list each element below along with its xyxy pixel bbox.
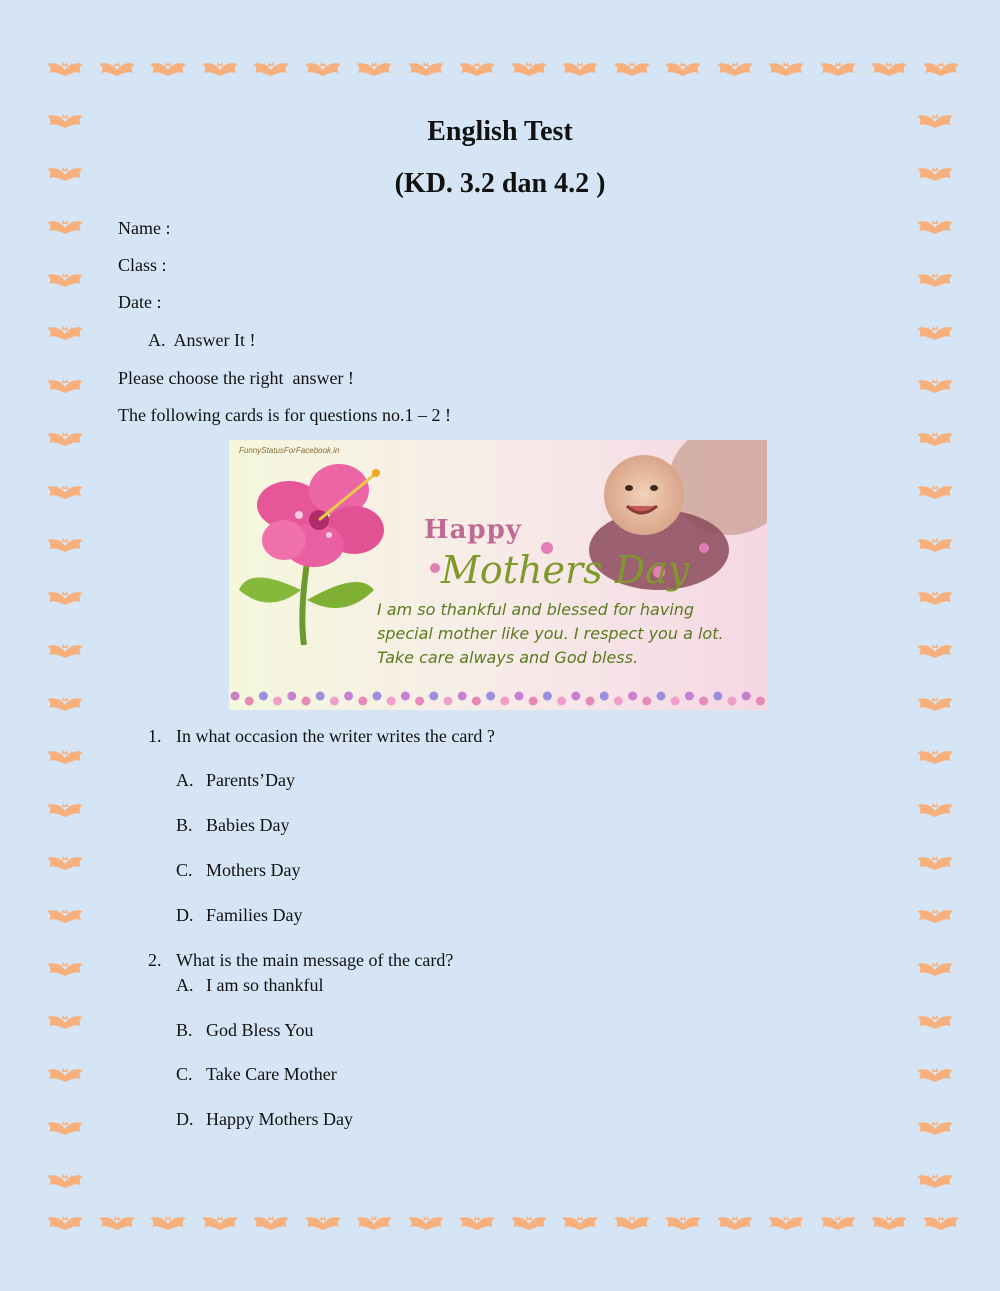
q2-option-c-letter: C. [176,1064,193,1084]
flower-dot [614,697,623,706]
q1-option-b-letter: B. [176,815,193,835]
bat-icon [45,58,85,78]
q2-option-a-letter: A. [176,975,194,995]
bat-icon [45,375,85,395]
bat-icon [148,1212,188,1232]
bat-icon [915,322,955,342]
flower-dot [330,697,339,706]
bat-icon [766,58,806,78]
bat-icon [45,587,85,607]
card-mothers-day-text: Mothers Day [441,548,690,592]
bat-icon [45,1212,85,1232]
bat-icon [766,1212,806,1232]
bat-icon [921,58,961,78]
bat-icon [45,640,85,660]
card-message-line: Take care always and God bless. [377,648,639,667]
date-label: Date : [118,292,162,312]
card-intro-text: The following cards is for questions no.1 – 2 ! [118,405,451,425]
q1-option-a-letter: A. [176,770,194,790]
bat-icon [45,958,85,978]
flower-dot [486,692,495,701]
question-2-number: 2. [148,950,162,970]
mothers-day-card-image [229,440,767,710]
flower-dot [458,692,467,701]
bat-icon [915,534,955,554]
bat-icon [457,58,497,78]
flower-dot [642,697,651,706]
bat-icon [45,481,85,501]
flower-dot [259,692,268,701]
page-subtitle: (KD. 3.2 dan 4.2 ) [394,168,606,199]
bat-icon [251,58,291,78]
flower-dot [358,697,367,706]
bat-icon [715,1212,755,1232]
bat-icon [45,1117,85,1137]
flower-dot [387,697,396,706]
flower-strip [229,686,767,710]
card-message [377,598,757,670]
flower-dot [444,697,453,706]
bat-icon [406,1212,446,1232]
bat-icon [915,1117,955,1137]
bat-icon [869,1212,909,1232]
q2-option-d: Happy Mothers Day [206,1109,353,1129]
bat-icon [45,746,85,766]
bat-icon [97,58,137,78]
bat-icon [612,1212,652,1232]
flower-dot [543,692,552,701]
bat-icon [921,1212,961,1232]
flower-dot [401,692,410,701]
bat-icon [45,1064,85,1084]
flower-dot [472,697,481,706]
flower-dot [373,692,382,701]
bat-icon [560,58,600,78]
bat-icon [354,58,394,78]
bat-icon [715,58,755,78]
flower-dot [302,697,311,706]
card-message-line: I am so thankful and blessed for having [377,600,695,619]
bat-icon [45,1011,85,1031]
question-2-text: What is the main message of the card? [176,950,454,970]
bat-icon [915,746,955,766]
q1-option-d: Families Day [206,905,303,925]
flower-dot [742,692,751,701]
bat-icon [915,852,955,872]
bat-icon [354,1212,394,1232]
instruction-text: Please choose the right answer ! [118,368,354,388]
flower-dot [231,692,240,701]
bat-icon [509,58,549,78]
bat-icon [915,428,955,448]
section-heading: A. Answer It ! [148,330,256,350]
bat-icon [200,1212,240,1232]
bat-icon [148,58,188,78]
card-watermark: FunnyStatusForFacebook.in [239,446,340,455]
flower-dot [557,697,566,706]
bat-icon [200,58,240,78]
bat-icon [915,587,955,607]
bat-icon [915,1170,955,1190]
q1-option-a: Parents’Day [206,770,295,790]
bat-icon [303,58,343,78]
bat-icon [45,905,85,925]
q2-option-a: I am so thankful [206,975,324,995]
q2-option-d-letter: D. [176,1109,194,1129]
flower-dot [415,697,424,706]
bat-icon [406,58,446,78]
bat-icon [509,1212,549,1232]
class-label: Class : [118,255,167,275]
q1-option-d-letter: D. [176,905,194,925]
bat-icon [45,1170,85,1190]
bat-icon [915,375,955,395]
page-title: English Test [427,116,573,147]
bat-icon [45,428,85,448]
flower-dot [728,697,737,706]
flower-dot [657,692,666,701]
flower-dot [713,692,722,701]
bat-icon [45,216,85,236]
flower-dot [628,692,637,701]
bat-icon [915,1064,955,1084]
bat-icon [457,1212,497,1232]
flower-dot [500,697,509,706]
q2-option-b: God Bless You [206,1020,314,1040]
q1-option-b: Babies Day [206,815,290,835]
bat-icon [915,1011,955,1031]
flower-dot [600,692,609,701]
bat-icon [915,640,955,660]
flower-dot [273,697,282,706]
bat-icon [97,1212,137,1232]
flower-dot [287,692,296,701]
bat-icon [303,1212,343,1232]
bat-icon [915,799,955,819]
flower-dot [699,697,708,706]
bat-icon [818,58,858,78]
bat-icon [560,1212,600,1232]
bat-icon [45,269,85,289]
question-1-text: In what occasion the writer writes the card ? [176,726,495,746]
bat-icon [869,58,909,78]
flower-dot [671,697,680,706]
flower-dot [586,697,595,706]
bat-icon [45,693,85,713]
bat-icon [663,58,703,78]
bat-icon [915,269,955,289]
bat-icon [45,322,85,342]
q2-option-b-letter: B. [176,1020,193,1040]
q1-option-c: Mothers Day [206,860,301,880]
bat-icon [915,693,955,713]
q1-option-c-letter: C. [176,860,193,880]
bat-icon [915,216,955,236]
flower-dot [245,697,254,706]
bat-icon [915,905,955,925]
flower-dot [344,692,353,701]
q2-option-c: Take Care Mother [206,1064,337,1084]
question-1-number: 1. [148,726,162,746]
bat-icon [663,1212,703,1232]
flower-dot [756,697,765,706]
flower-dot [515,692,524,701]
name-label: Name : [118,218,171,238]
bat-icon [251,1212,291,1232]
bat-icon [818,1212,858,1232]
flower-dot [529,697,538,706]
bat-icon [612,58,652,78]
bat-icon [915,958,955,978]
bat-icon [45,852,85,872]
bat-icon [45,799,85,819]
card-happy-text: Happy [424,515,522,545]
flower-dot [429,692,438,701]
bat-icon [45,534,85,554]
bat-icon [915,481,955,501]
flower-dot [571,692,580,701]
flower-dot [685,692,694,701]
card-message-line: special mother like you. I respect you a lot. [377,624,724,643]
flower-dot [316,692,325,701]
